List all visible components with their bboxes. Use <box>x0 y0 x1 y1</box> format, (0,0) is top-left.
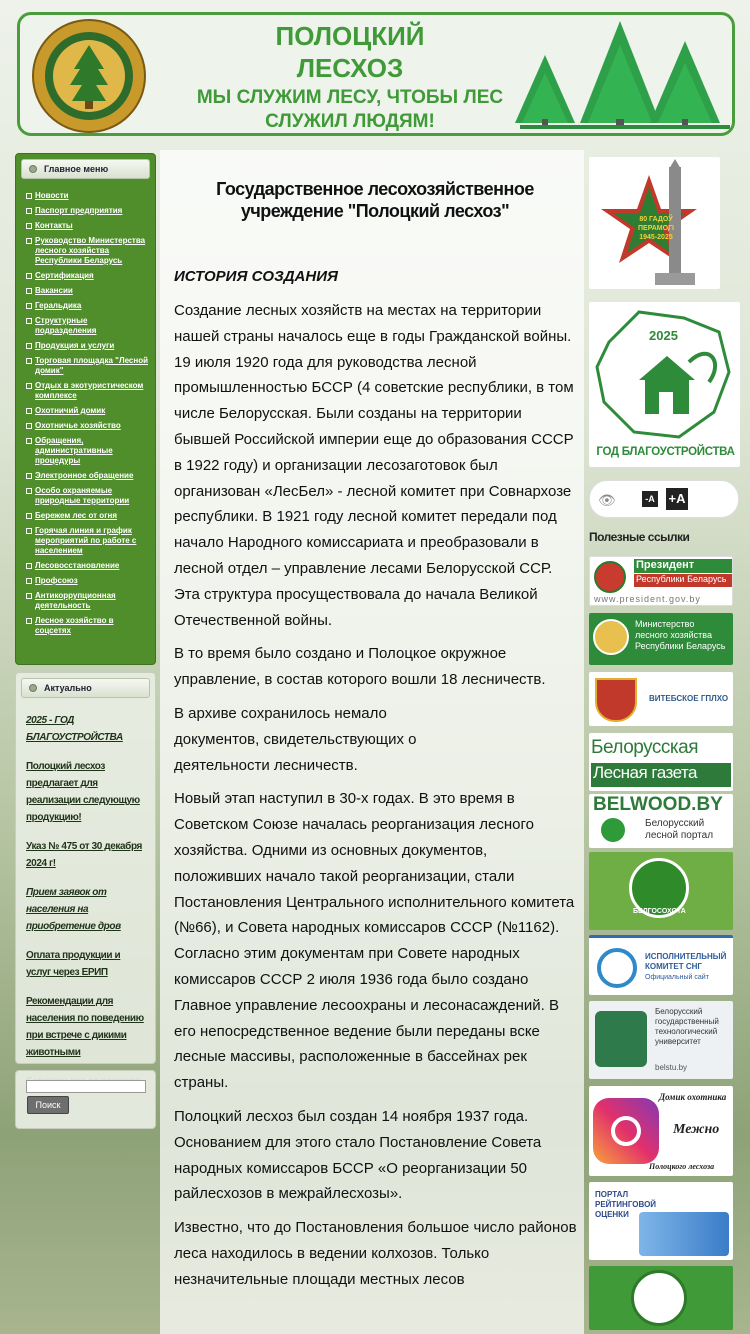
menu-item-products[interactable]: Продукция и услуги <box>16 341 155 351</box>
link-ministry[interactable] <box>589 613 733 665</box>
link-line: Полоцкого лесхоза <box>649 1162 715 1171</box>
menu-item-union[interactable]: Профсоюз <box>16 576 155 586</box>
article-paragraph: Новый этап наступил в 30-х годах. В это время в Советском Союзе началась реорганизация лесного хозяйства. Одними из основных документов, положивших начало такой реорганизации, стали Постановления Центрального исполнительного комитета (№66), и Совета народных комиссаров СССР (№1162). Согласно этим документам при Совете народных комиссаров СССР 2 июля 1936 года было создано Главное управление лесоохраны и лесонасаждений. В его непосредственное ведение были переданы вске лесные массивы, расположенные в бассейнах рек страны. <box>174 790 575 1092</box>
section-title: ИСТОРИЯ СОЗДАНИЯ <box>174 268 338 285</box>
link-hunter-house-instagram[interactable] <box>589 1086 733 1176</box>
menu-item-appeals[interactable]: Обращения, административные процедуры <box>16 436 155 466</box>
emblem-icon <box>593 619 629 655</box>
menu-item-reforestation[interactable]: Лесовосстановление <box>16 561 155 571</box>
victory-80-banner[interactable] <box>589 157 720 289</box>
link-line: государственный <box>655 1017 719 1026</box>
menu-item-ecotourism[interactable]: Отдых в экотуристическом комплексе <box>16 381 155 401</box>
menu-item-protected[interactable]: Особо охраняемые природные территории <box>16 486 155 506</box>
main-menu-panel <box>15 153 156 665</box>
menu-item-departments[interactable]: Структурные подразделения <box>16 316 155 336</box>
link-line: belstu.by <box>655 1063 688 1072</box>
link-line: Лесная газета <box>593 763 698 782</box>
menu-item-e-appeal[interactable]: Электронное обращение <box>16 471 155 481</box>
link-line: Межно <box>673 1122 720 1137</box>
font-decrease-button[interactable]: -A <box>642 491 658 507</box>
link-cis-committee[interactable] <box>589 935 733 995</box>
menu-item-ministry[interactable]: Руководство Министерства лесного хозяйства Республики Беларусь <box>16 236 155 266</box>
instagram-ring <box>611 1116 641 1146</box>
slogan-line1: МЫ СЛУЖИМ ЛЕСУ, ЧТОБЫ ЛЕС <box>196 87 504 108</box>
article-paragraph: В то время было создано и Полоцкое окружное управление, в состав которого вошли 18 лесничеств. <box>174 645 546 689</box>
bullet-icon <box>29 165 37 173</box>
actual-title: Актуально <box>44 683 92 693</box>
university-logo-icon <box>595 1011 647 1067</box>
menu-item-news[interactable]: Новости <box>16 191 155 201</box>
eye-icon[interactable]: 👁 <box>598 492 616 508</box>
year-text: ГОД БЛАГОУСТРОЙСТВА <box>596 446 735 458</box>
cis-logo-icon <box>597 948 637 988</box>
link-line: лесного хозяйства <box>635 630 712 640</box>
link-line: ОЦЕНКИ <box>595 1210 629 1219</box>
link-belstu[interactable] <box>589 1001 733 1079</box>
actual-panel <box>15 672 156 1064</box>
menu-item-passport[interactable]: Паспорт предприятия <box>16 206 155 216</box>
main-content <box>160 150 584 1334</box>
menu-item-certification[interactable]: Сертификация <box>16 271 155 281</box>
useful-links-title: Полезные ссылки <box>589 530 690 544</box>
menu-item-fire[interactable]: Бережем лес от огня <box>16 511 155 521</box>
site-title-line2: ЛЕСХОЗ <box>296 53 404 83</box>
link-forest-newspaper[interactable] <box>589 733 733 791</box>
menu-item-heraldry[interactable]: Геральдика <box>16 301 155 311</box>
link-vitebsk[interactable] <box>589 672 733 726</box>
emblem-icon <box>594 561 626 593</box>
site-title-line1: ПОЛОЦКИЙ <box>275 21 425 51</box>
slogan-line2: СЛУЖИЛ ЛЮДЯМ! <box>265 111 435 132</box>
year-number: 2025 <box>649 328 678 343</box>
actual-link[interactable]: Рекомендации для населения по поведению при встрече с дикими животными <box>26 996 144 1058</box>
link-line: Белорусская <box>591 737 698 758</box>
link-line: Белорусский <box>645 818 705 829</box>
menu-item-social[interactable]: Лесное хозяйство в соцсетях <box>16 616 155 636</box>
actual-link[interactable]: 2025 - ГОД БЛАГОУСТРОЙСТВА <box>26 715 123 743</box>
link-line: Республики Беларусь <box>635 641 726 651</box>
people-illustration-icon <box>639 1212 729 1256</box>
actual-header <box>21 678 150 698</box>
link-line: BELWOOD.BY <box>593 794 723 815</box>
forest-globe-icon <box>631 1270 687 1326</box>
link-line: БЕЛГОСОХОТА <box>633 908 686 915</box>
accessibility-panel <box>589 480 739 518</box>
menu-item-vacancies[interactable]: Вакансии <box>16 286 155 296</box>
victory-banner-text: 80 ГАДОЎ ПЕРАМОГІ 1945-2025 <box>638 216 674 241</box>
link-line: www.president.gov.by <box>594 594 701 604</box>
belarus-map-house-icon <box>589 302 740 467</box>
link-belwood[interactable] <box>589 794 733 848</box>
trees-illustration-icon <box>500 15 730 133</box>
link-line: КОМИТЕТ СНГ <box>645 962 702 971</box>
link-line: Министерство <box>635 619 695 629</box>
link-line: Республики Беларусь <box>634 574 733 587</box>
forestry-emblem-icon[interactable] <box>30 17 148 135</box>
search-button[interactable]: Поиск <box>27 1096 69 1114</box>
main-menu-list <box>16 191 155 636</box>
link-president[interactable] <box>589 556 733 606</box>
leaf-icon <box>601 818 625 842</box>
coat-of-arms-icon <box>595 678 637 722</box>
link-line: ПОРТАЛ <box>595 1190 629 1199</box>
menu-item-anticorruption[interactable]: Антикоррупционная деятельность <box>16 591 155 611</box>
link-belgosohota[interactable] <box>589 852 733 930</box>
actual-link[interactable]: Указ № 475 от 30 декабря 2024 г! <box>26 841 142 869</box>
article-paragraph: Создание лесных хозяйств на местах на территории нашей страны началось еще в годы Гражданской войны. 19 июля 1920 года для руководства лесной промышленностью БССР (4 советские республики, в том числе Белорусская. Были созданы на территории бывшей Российской империи еще до образования СССР в 1922 году) и организации лесозаготовок был организован «ЛесБел» - лесной комитет при Совнархозе республики. В 1921 году лесной комитет передали под начало Народного комиссариата и преобразовали в лесной отдел – управление лесами Белорусской ССР. Эта структура просуществовала до начала Великой Отечественной войны. <box>174 302 574 629</box>
search-input[interactable] <box>26 1080 146 1093</box>
actual-link[interactable]: Полоцкий лесхоз предлагает для реализации следующую продукцию! <box>26 761 140 823</box>
search-panel <box>15 1070 156 1129</box>
link-line: Белорусский <box>655 1007 703 1016</box>
menu-item-trade[interactable]: Торговая площадка "Лесной домик" <box>16 356 155 376</box>
link-line: Официальный сайт <box>645 974 709 981</box>
link-line: Домик охотника <box>659 1092 727 1102</box>
menu-item-contacts[interactable]: Контакты <box>16 221 155 231</box>
article-paragraph: Полоцкий лесхоз был создан 14 ноября 1937 года. Основанием для этого стало Постановление Совета народных комиссаров БССР «О реорганизации 50 райлесхозов в межрайлесхозы». <box>174 1107 542 1203</box>
article-paragraph: Известно, что до Постановления большое число районов леса находилось в ведении колхозов. Только незначительные площади местных лесов <box>174 1219 577 1288</box>
menu-item-hotline[interactable]: Горячая линия и график мероприятий по работе с населением <box>16 526 155 556</box>
link-rating-portal[interactable] <box>589 1182 733 1260</box>
bullet-icon <box>29 684 37 692</box>
actual-list <box>26 712 145 1090</box>
link-line: лесной портал <box>645 830 714 841</box>
link-line: Президент <box>634 559 733 573</box>
link-line: РЕЙТИНГОВОЙ <box>595 1200 657 1209</box>
year-of-improvement-banner[interactable] <box>589 302 740 467</box>
main-menu-header <box>21 159 150 179</box>
link-forest-emblem[interactable] <box>589 1266 733 1330</box>
article-paragraph: В архиве сохранилось немало документов, свидетельствующих о деятельности лесничеств. <box>174 704 417 774</box>
menu-item-hunting[interactable]: Охотничье хозяйство <box>16 421 155 431</box>
link-line: технологический <box>655 1027 718 1036</box>
main-menu-title: Главное меню <box>44 164 109 174</box>
font-increase-button[interactable]: +A <box>666 488 688 510</box>
link-line: ИСПОЛНИТЕЛЬНЫЙ <box>645 952 727 961</box>
actual-link[interactable]: Прием заявок от населения на приобретение дров <box>26 887 121 932</box>
page-title: Государственное лесохозяйственное учреждение "Полоцкий лесхоз" <box>216 179 534 221</box>
site-header <box>17 12 735 136</box>
link-line: ВИТЕБСКОЕ ГПЛХО <box>649 694 729 703</box>
article-body <box>174 298 578 1300</box>
link-line: университет <box>655 1037 701 1046</box>
menu-item-hunting-house[interactable]: Охотничий домик <box>16 406 155 416</box>
actual-link[interactable]: Оплата продукции и услуг через ЕРИП <box>26 950 121 978</box>
